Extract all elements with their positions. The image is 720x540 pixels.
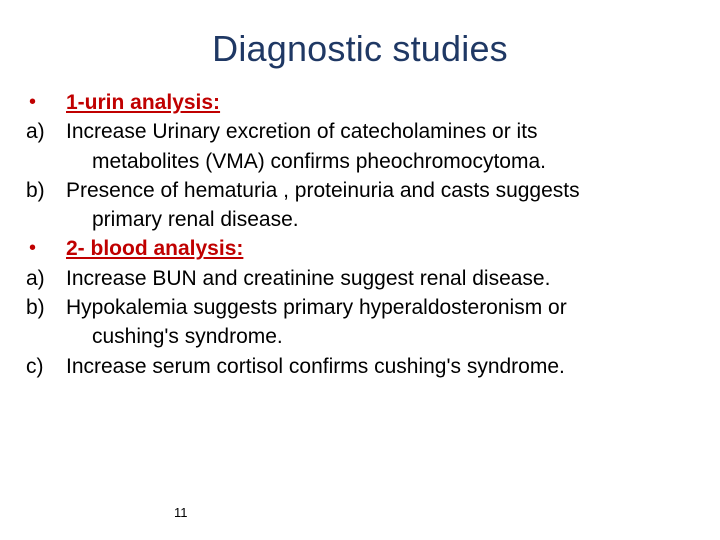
section-heading-urin-analysis xyxy=(26,88,706,117)
list-item-text: Increase Urinary excretion of catecholamines or its xyxy=(66,120,538,144)
list-item xyxy=(26,264,706,293)
list-item-text: primary renal disease. xyxy=(92,208,299,232)
list-item xyxy=(26,117,706,146)
list-item-text: metabolites (VMA) confirms pheochromocytoma. xyxy=(92,149,546,173)
list-item-continuation xyxy=(26,147,706,176)
section-heading-blood-analysis xyxy=(26,234,706,263)
list-item-text: cushing's syndrome. xyxy=(92,325,283,349)
list-marker: a) xyxy=(26,120,45,144)
page-number: 11 xyxy=(174,505,188,520)
slide-content xyxy=(26,88,706,381)
list-item xyxy=(26,293,706,322)
slide-title: Diagnostic studies xyxy=(212,28,508,69)
list-item-text: Hypokalemia suggests primary hyperaldosteronism or xyxy=(66,296,567,320)
list-marker: a) xyxy=(26,266,45,290)
list-item-continuation xyxy=(26,322,706,351)
list-item xyxy=(26,176,706,205)
bullet-icon: • xyxy=(29,91,37,113)
bullet-icon: • xyxy=(29,237,37,260)
list-marker: b) xyxy=(26,296,45,320)
section-heading-text: 1-urin analysis: xyxy=(66,91,221,114)
list-item-continuation xyxy=(26,205,706,234)
list-marker: c) xyxy=(26,354,44,378)
list-item-text: Increase serum cortisol confirms cushing's syndrome. xyxy=(66,354,565,378)
list-item-text: Increase BUN and creatinine suggest renal disease. xyxy=(66,266,551,290)
list-marker: b) xyxy=(26,178,45,202)
list-item xyxy=(26,352,706,381)
section-heading-text: 2- blood analysis: xyxy=(66,237,244,261)
list-item-text: Presence of hematuria , proteinuria and casts suggests xyxy=(66,178,580,202)
